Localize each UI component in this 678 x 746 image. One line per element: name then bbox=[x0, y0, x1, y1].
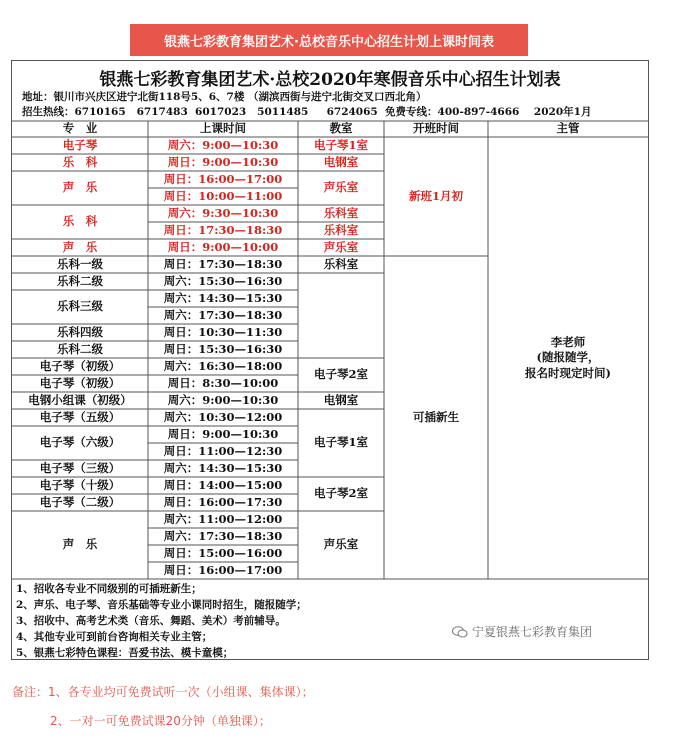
major-cell: 乐科四级 bbox=[57, 324, 103, 339]
major-cell: 电子琴（十级） bbox=[39, 477, 121, 492]
column-header: 主管 bbox=[556, 121, 580, 136]
major-cell: 乐 科 bbox=[62, 154, 98, 169]
watermark-text: 宁夏银燕七彩教育集团 bbox=[472, 625, 593, 639]
major-cell: 电子琴（三级） bbox=[39, 460, 121, 475]
time-cell: 周日：16:00—17:30 bbox=[163, 494, 283, 509]
time-cell: 周日：10:00—11:00 bbox=[163, 188, 283, 203]
major-cell: 电子琴（初级） bbox=[39, 358, 121, 373]
room-cell: 乐科室 bbox=[323, 222, 359, 237]
opening-insert-class: 可插新生 bbox=[413, 409, 459, 424]
major-cell: 乐 科 bbox=[62, 214, 98, 229]
note-item: 1、招收各专业不同级别的可插班新生； bbox=[16, 583, 202, 595]
major-cell: 乐科二级 bbox=[57, 273, 103, 288]
column-header: 上课时间 bbox=[200, 121, 246, 136]
time-cell: 周六：11:00—12:00 bbox=[163, 511, 283, 526]
column-header: 开班时间 bbox=[413, 121, 459, 136]
major-cell: 乐科二级 bbox=[57, 341, 103, 356]
room-cell: 电子琴1室 bbox=[313, 435, 368, 450]
time-cell: 周日：9:00—10:30 bbox=[167, 154, 279, 169]
schedule-sheet bbox=[11, 60, 649, 660]
room-cell: 电子琴1室 bbox=[313, 137, 368, 152]
time-cell: 周日：11:00—12:30 bbox=[163, 443, 283, 458]
remark-line-2: 2、一对一可免费试课20分钟（单独课）； bbox=[50, 714, 271, 728]
time-cell: 周六：14:30—15:30 bbox=[163, 460, 283, 475]
supervisor-cell: 李老师 (随报随学， 报名时现定时间) bbox=[525, 334, 611, 380]
time-cell: 周日：9:00—10:00 bbox=[167, 239, 279, 254]
note-item: 5、银燕七彩特色课程：吾爱书法、模卡童模； bbox=[16, 647, 234, 659]
room-cell: 电钢室 bbox=[323, 392, 359, 407]
major-cell: 电子琴（二级） bbox=[39, 494, 121, 509]
major-cell: 电子琴（初级） bbox=[39, 375, 121, 390]
room-cell: 声乐室 bbox=[323, 180, 359, 195]
time-cell: 周日：16:00—17:00 bbox=[163, 562, 283, 577]
room-cell: 电钢室 bbox=[323, 154, 359, 169]
column-header: 专 业 bbox=[62, 121, 98, 136]
major-cell: 声 乐 bbox=[62, 239, 98, 254]
remark-line-1: 备注：1、各专业均可免费试听一次（小组课、集体课）； bbox=[12, 685, 314, 699]
room-cell bbox=[298, 273, 384, 358]
time-cell: 周日：17:30—18:30 bbox=[163, 222, 283, 237]
room-cell: 电子琴2室 bbox=[313, 367, 368, 382]
major-cell: 乐科三级 bbox=[57, 299, 103, 314]
time-cell: 周日：15:30—16:30 bbox=[163, 341, 283, 356]
time-cell: 周六：9:30—10:30 bbox=[167, 205, 279, 220]
time-cell: 周日：9:00—10:30 bbox=[167, 426, 279, 441]
major-cell: 声 乐 bbox=[62, 537, 98, 552]
note-item: 4、其他专业可到前台咨询相关专业主管； bbox=[16, 631, 213, 643]
time-cell: 周日：10:30—11:30 bbox=[163, 324, 283, 339]
time-cell: 周日：16:00—17:00 bbox=[163, 171, 283, 186]
time-cell: 周日：8:30—10:00 bbox=[167, 375, 279, 390]
time-cell: 周六：10:30—12:00 bbox=[163, 409, 283, 424]
room-cell: 乐科室 bbox=[323, 205, 359, 220]
wechat-icon bbox=[452, 626, 468, 638]
time-cell: 周日：15:00—16:00 bbox=[163, 545, 283, 560]
time-cell: 周六：9:00—10:30 bbox=[167, 137, 279, 152]
major-cell: 电子琴（五级） bbox=[39, 409, 121, 424]
time-cell: 周六：16:30—18:00 bbox=[163, 358, 283, 373]
room-cell: 电子琴2室 bbox=[313, 486, 368, 501]
time-cell: 周六：9:00—10:30 bbox=[167, 392, 279, 407]
room-cell: 声乐室 bbox=[323, 537, 359, 552]
note-item: 3、招收中、高考艺术类（音乐、舞蹈、美术）考前辅导。 bbox=[16, 615, 286, 627]
room-cell: 乐科室 bbox=[323, 256, 359, 271]
column-header: 教室 bbox=[329, 121, 353, 136]
address-line: 地址：银川市兴庆区进宁北街118号5、6、7楼 （湖滨西街与进宁北街交叉口西北角） bbox=[22, 91, 427, 103]
time-cell: 周六：17:30—18:30 bbox=[163, 307, 283, 322]
note-item: 2、声乐、电子琴、音乐基础等专业小课同时招生，随报随学； bbox=[16, 599, 307, 611]
room-cell: 声乐室 bbox=[323, 239, 359, 254]
major-cell: 声 乐 bbox=[62, 180, 98, 195]
time-cell: 周六：17:30—18:30 bbox=[163, 528, 283, 543]
opening-new-class: 新班1月初 bbox=[408, 188, 463, 203]
banner: 银燕七彩教育集团艺术·总校音乐中心招生计划上课时间表 bbox=[130, 24, 528, 56]
major-cell: 电钢小组课（初级） bbox=[28, 392, 132, 407]
time-cell: 周六：14:30—15:30 bbox=[163, 290, 283, 305]
major-cell: 电子琴（六级） bbox=[39, 435, 121, 450]
major-cell: 电子琴 bbox=[62, 137, 98, 152]
hotline-line: 招生热线：6710165 6717483 6017023 5011485 6724065 免费专线：400-897-4666 2020年1月 bbox=[22, 106, 592, 118]
time-cell: 周六：15:30—16:30 bbox=[163, 273, 283, 288]
sheet-title: 银燕七彩教育集团艺术·总校2020年寒假音乐中心招生计划表 bbox=[99, 70, 561, 90]
watermark bbox=[452, 623, 592, 640]
time-cell: 周日：17:30—18:30 bbox=[163, 256, 283, 271]
major-cell: 乐科一级 bbox=[57, 256, 103, 271]
time-cell: 周日：14:00—15:00 bbox=[163, 477, 283, 492]
